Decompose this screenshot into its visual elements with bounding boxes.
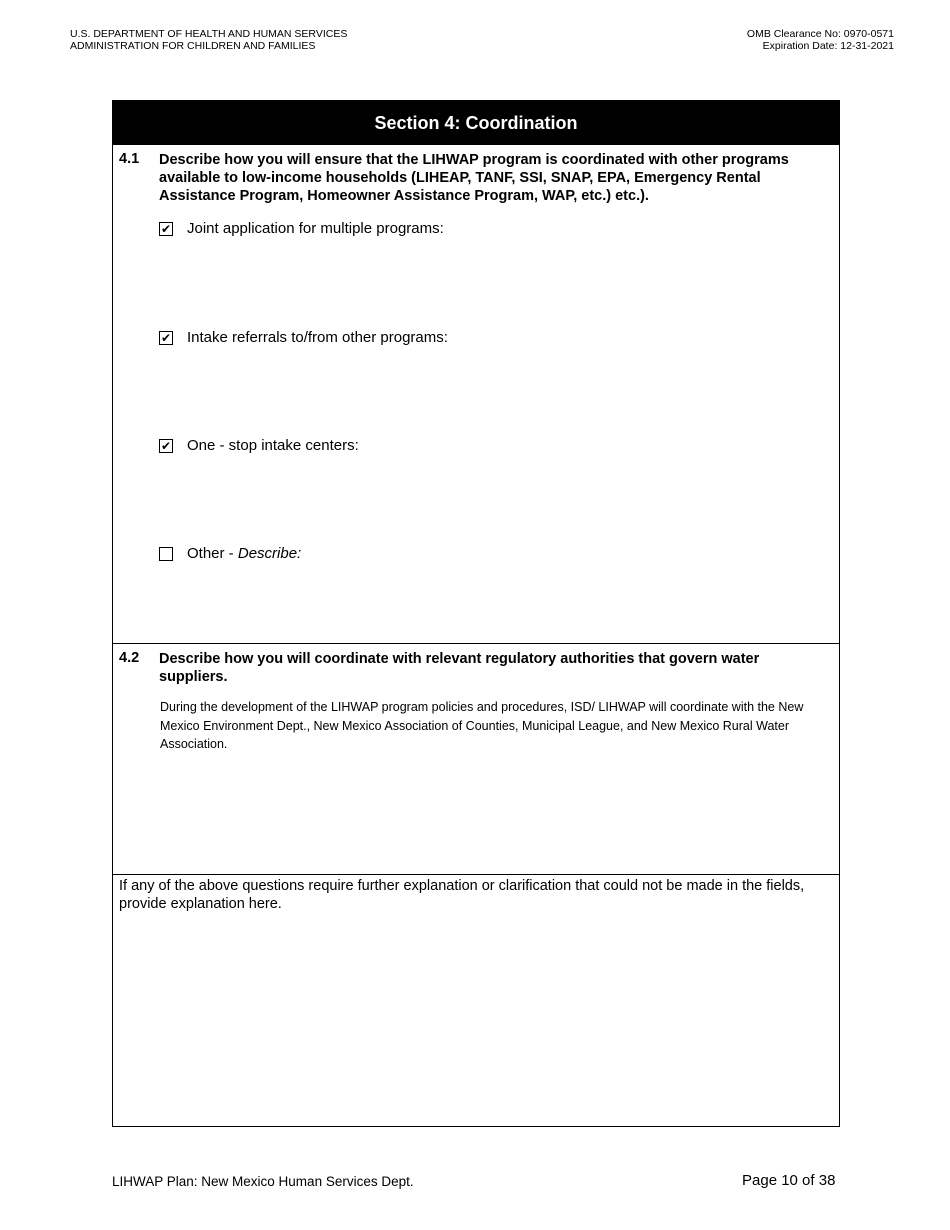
question-number: 4.2 <box>119 650 140 666</box>
option-label: Intake referrals to/from other programs: <box>187 329 448 346</box>
option-one-stop[interactable] <box>159 437 359 454</box>
option-label-prefix: Other - <box>187 545 238 562</box>
omb-clearance: OMB Clearance No: 0970-0571 <box>746 28 894 40</box>
checkbox-other[interactable] <box>159 547 173 561</box>
option-label <box>187 545 301 562</box>
option-joint-application[interactable] <box>159 220 444 237</box>
question-text: Describe how you will ensure that the LIHWAP program is coordinated with other programs available to low-income households (LIHEAP, TANF, SSI, SNAP, EPA, Emergency Rental Assistance Program, Homeowner Assistance Program, WAP, etc.) etc.). <box>159 152 789 204</box>
header-department: U.S. DEPARTMENT OF HEALTH AND HUMAN SERVICES <box>70 28 348 40</box>
explanation-prompt[interactable]: If any of the above questions require further explanation or clarification that could not be made in the fields, provide explanation here. <box>119 878 805 912</box>
option-label: One - stop intake centers: <box>187 437 359 454</box>
checkbox-intake-referrals[interactable]: ✔ <box>160 330 172 345</box>
response-4-2[interactable]: During the development of the LIHWAP program policies and procedures, ISD/ LIHWAP will coordinate with the New Mexico Environment Dept., New Mexico Association of Counties, Municipal League, and New Mexico Rural Water Association. <box>160 700 804 751</box>
footer-plan: LIHWAP Plan: New Mexico Human Services Dept. <box>112 1174 414 1189</box>
header-omb <box>747 28 894 52</box>
page-number: Page 10 of 38 <box>742 1172 836 1189</box>
header-administration: ADMINISTRATION FOR CHILDREN AND FAMILIES <box>70 40 316 52</box>
option-intake-referrals[interactable] <box>159 329 448 346</box>
option-label-italic: Describe: <box>237 545 302 562</box>
coordination-form <box>112 100 840 1127</box>
checkbox-one-stop[interactable]: ✔ <box>160 438 172 453</box>
question-number: 4.1 <box>119 151 140 167</box>
expiration-date: Expiration Date: 12-31-2021 <box>762 40 894 52</box>
divider <box>113 643 839 644</box>
section-title: Section 4: Coordination <box>113 101 839 145</box>
option-label: Joint application for multiple programs: <box>187 220 444 237</box>
header-agency <box>70 28 347 52</box>
checkbox-joint-application[interactable]: ✔ <box>160 221 172 236</box>
question-text: Describe how you will coordinate with relevant regulatory authorities that govern water suppliers. <box>159 651 760 685</box>
divider <box>113 874 839 875</box>
option-other[interactable] <box>159 545 301 562</box>
